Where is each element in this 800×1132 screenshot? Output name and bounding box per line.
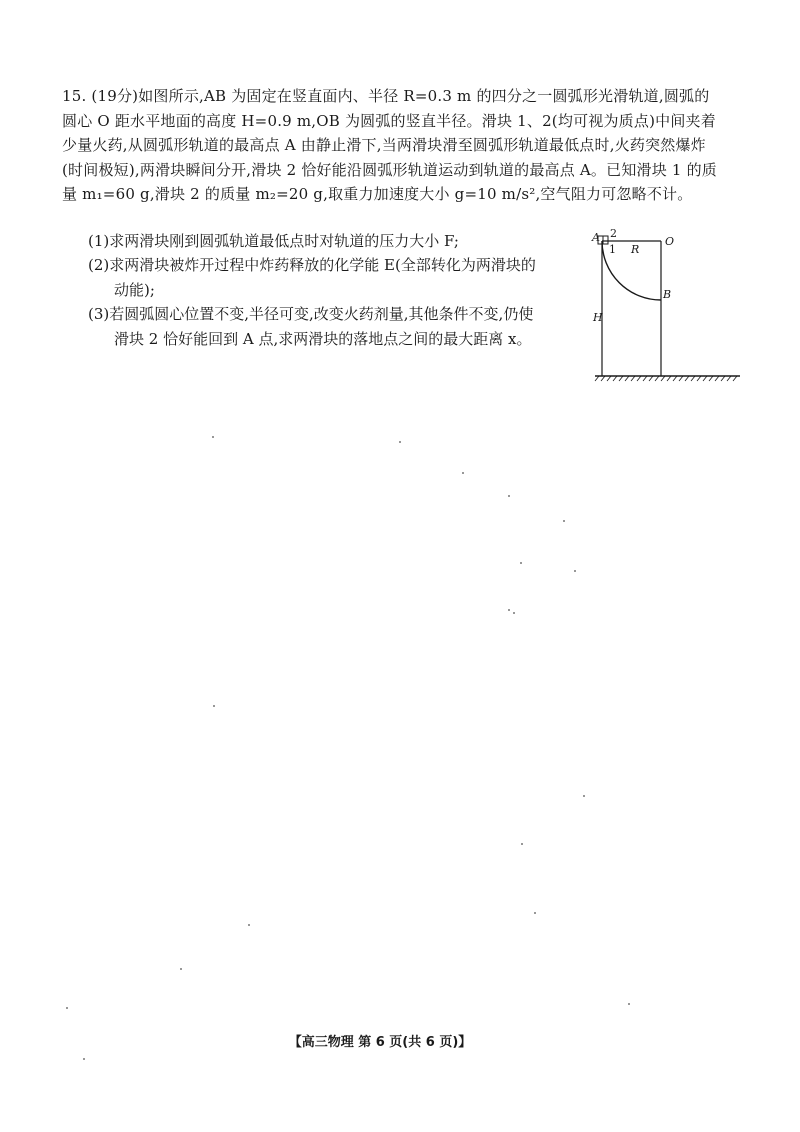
label-R: R (631, 243, 640, 256)
scan-speck (66, 1007, 68, 1009)
sub-question-2-line2: 动能); (114, 280, 155, 299)
scan-speck (462, 472, 464, 474)
sub-question-2 (88, 253, 588, 302)
label-2: 2 (610, 227, 617, 240)
scan-speck (563, 520, 565, 522)
ground-hatch (595, 376, 737, 381)
scan-speck (513, 612, 515, 614)
problem-stem-text: 15. (19分)如图所示,AB 为固定在竖直面内、半径 R=0.3 m 的四分之一圆弧形光滑轨道,圆弧的圆心 O 距水平地面的高度 H=0.9 m,OB 为圆弧的竖直半径。滑块 1、2(均可视为质点)中间夹着少量火药,从圆弧形轨道的最高点 A 由静止滑下,当两滑块滑至圆弧形轨道最低点时,火药突然爆炸(时间极短),两滑块瞬间分开,滑块 2 恰好能沿圆弧形轨道运动到轨道的最高点 A。已知滑块 1 的质量 m₁=60 g,滑块 2 的质量 m₂=20 g,取重力加速度大小 g=10 m/s²,空气阻力可忽略不计。 (62, 87, 718, 203)
label-A: A (592, 231, 600, 244)
scan-speck (628, 1003, 630, 1005)
scan-speck (583, 795, 585, 797)
scan-speck (213, 705, 215, 707)
scan-speck (534, 912, 536, 914)
scan-speck (248, 924, 250, 926)
scan-speck (212, 436, 214, 438)
scan-speck (399, 441, 401, 443)
scan-speck (574, 570, 576, 572)
scan-speck (521, 843, 523, 845)
scan-speck (520, 562, 522, 564)
track-diagram (585, 226, 745, 386)
scan-speck (180, 968, 182, 970)
scan-speck (83, 1058, 85, 1060)
label-O: O (665, 235, 675, 248)
sub-question-1-text: (1)求两滑块刚到圆弧轨道最低点时对轨道的压力大小 F; (88, 232, 459, 250)
page-footer: 【高三物理 第 6 页(共 6 页)】 (288, 1035, 472, 1050)
sub-question-1 (88, 229, 588, 254)
sub-question-2-line1: (2)求两滑块被炸开过程中炸药释放的化学能 E(全部转化为两滑块的 (88, 256, 536, 274)
label-H: H (593, 311, 603, 324)
scan-speck (508, 495, 510, 497)
label-1: 1 (609, 243, 616, 256)
block-2 (603, 236, 608, 244)
scan-speck (508, 609, 510, 611)
label-B: B (663, 288, 672, 301)
sub-question-3-line2: 滑块 2 恰好能回到 A 点,求两滑块的落地点之间的最大距离 x。 (114, 329, 532, 348)
sub-question-3-line1: (3)若圆弧圆心位置不变,半径可变,改变火药剂量,其他条件不变,仍使 (88, 305, 534, 323)
sub-question-3 (88, 302, 588, 351)
problem-stem (62, 84, 722, 207)
